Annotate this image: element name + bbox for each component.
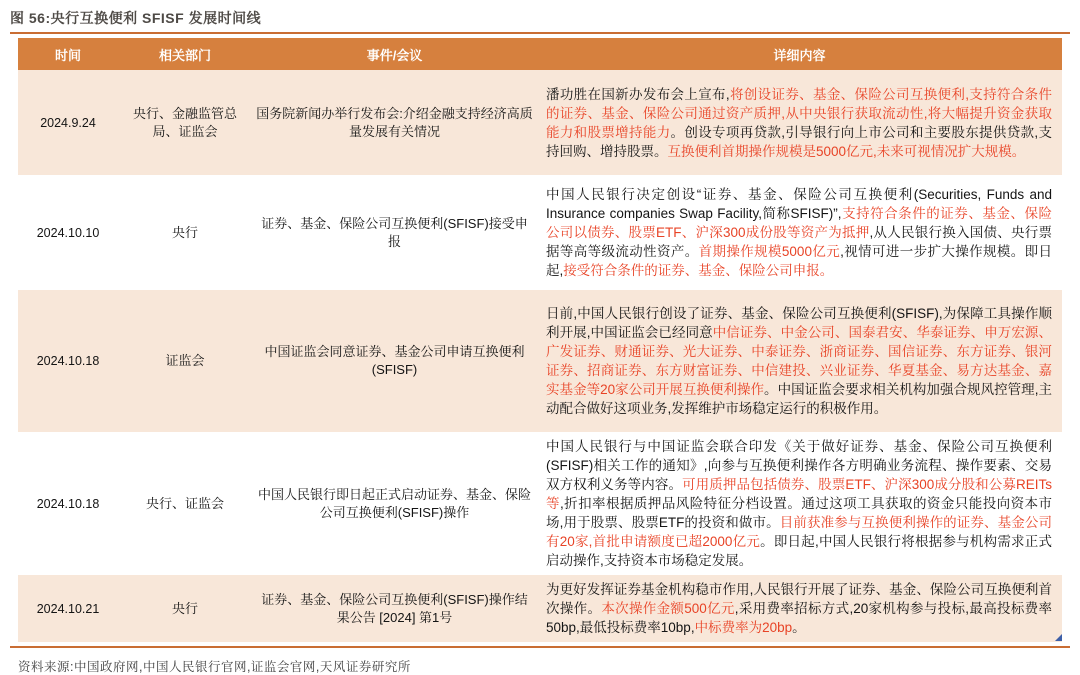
cell-detail [537, 175, 1062, 290]
cell-department: 央行 [171, 600, 198, 616]
cell-date: 2024.10.21 [36, 601, 100, 616]
cell-date: 2024.10.10 [36, 225, 100, 240]
detail-text-highlight: 中信证券、中金公司、国泰君安、华泰证券、申万宏源、广发证券、财通证券、光大证券、中泰证券、浙商证券、国信证券、东方证券、银河证券、招商证券、东方财富证券、中信建投、兴业证券、华夏基金、易方达基金、嘉实基金等20家公司开展互换便利操作 [546, 325, 1052, 397]
detail-text: 。 [792, 620, 806, 635]
cell-date: 2024.9.24 [40, 115, 96, 130]
detail-text-highlight: 本次操作金额500亿元 [601, 601, 735, 616]
detail-text: 。中国证监会要求相关机构加强合规风控管理,主动配合做好这项业务,发挥维护市场稳定运行的积极作用。 [546, 382, 1052, 416]
cell-event: 证券、基金、保险公司互换便利(SFISF)操作结果公告 [2024] 第1号 [261, 591, 528, 625]
timeline-table-body [18, 70, 1062, 642]
detail-text: 潘功胜在国新办发布会上宣布, [546, 86, 730, 102]
detail-text-highlight: 可用质押品包括债券、股票ETF、沪深300成分股和公募REITs等 [546, 477, 1053, 511]
table-header-row [18, 38, 1062, 70]
cell-date: 2024.10.18 [36, 354, 100, 368]
detail-text: 日前,中国人民银行创设了证券、基金、保险公司互换便利(SFISF),为保障工具操作顺利开展,中国证监会已经同意 [546, 306, 1052, 340]
detail-text-highlight: 接受符合条件的证券、基金、保险公司申报。 [563, 263, 834, 278]
table-row [18, 175, 1062, 290]
table-row [18, 290, 1062, 432]
detail-text: ,视情可进一步扩大操作规模。即日起, [546, 244, 1052, 278]
header-time: 时间 [18, 38, 118, 70]
figure-title: 图 56:央行互换便利 SFISF 发展时间线 [10, 10, 262, 26]
cell-detail [537, 70, 1062, 175]
header-department: 相关部门 [118, 38, 252, 70]
detail-text: 。创设专项再贷款,引导银行向上市公司和主要股东提供贷款,支持回购、增持股票。 [546, 124, 1052, 159]
cell-detail [537, 575, 1062, 642]
timeline-table-wrap [0, 38, 1080, 642]
table-row [18, 432, 1062, 575]
detail-text: 中国人民银行决定创设“证券、基金、保险公司互换便利(Securities, Funds and Insurance companies Swap Facility,简称SFISF)”, [546, 187, 1052, 221]
detail-text-highlight: 首期操作规模5000亿元 [698, 244, 841, 259]
detail-text: ,折扣率根据质押品风险特征分档设置。通过这项工具获取的资金只能投向资本市场,用于股票、股票ETF的投资和做市。 [546, 496, 1053, 530]
detail-text: 中国人民银行与中国证监会联合印发《关于做好证券、基金、保险公司互换便利(SFISF)相关工作的通知》,向参与互换便利操作各方明确业务流程、操作要素、交易双方权利义务等内容。 [546, 439, 1052, 492]
header-event: 事件/会议 [252, 38, 537, 70]
detail-text: ,采用费率招标方式,20家机构参与投标,最高投标费率50bp,最低投标费率10bp, [546, 601, 1053, 635]
detail-text-highlight: 将创设证券、基金、保险公司互换便利,支持符合条件的证券、基金、保险公司通过资产质押,从中央银行获取流动性,将大幅提升资金获取能力和股票增持能力 [546, 86, 1052, 140]
detail-text: ,从人民银行换入国债、央行票据等高等级流动性资产。 [546, 225, 1052, 259]
detail-text-highlight: 中标费率为20bp [694, 620, 793, 635]
timeline-table [18, 38, 1062, 642]
detail-text-highlight: 互换便利首期操作规模是5000亿元,未来可视情况扩大规模。 [667, 143, 1026, 159]
cell-department: 央行 [171, 224, 198, 240]
detail-text: 。即日起,中国人民银行将根据参与机构需求正式启动操作,支持资本市场稳定发展。 [546, 534, 1052, 568]
source-note: 资料来源:中国政府网,中国人民银行官网,证监会官网,天风证券研究所 [18, 660, 411, 674]
cell-department: 证监会 [165, 353, 205, 368]
cell-department: 央行、证监会 [145, 495, 224, 511]
detail-text-highlight: 目前获准参与互换便利操作的证券、基金公司有20家,首批申请额度已超2000亿元 [546, 515, 1053, 549]
header-detail: 详细内容 [537, 38, 1062, 70]
title-divider [10, 32, 1070, 34]
cell-date: 2024.10.18 [36, 496, 100, 511]
cell-event: 证券、基金、保险公司互换便利(SFISF)接受申报 [261, 215, 528, 249]
selection-corner-triangle [1055, 634, 1062, 641]
detail-text: 为更好发挥证券基金机构稳市作用,人民银行开展了证券、基金、保险公司互换便利首次操作。 [546, 582, 1052, 616]
cell-event: 国务院新闻办举行发布会:介绍金融支持经济高质量发展有关情况 [256, 105, 533, 139]
detail-text-highlight: 支持符合条件的证券、基金、保险公司以债券、股票ETF、沪深300成份股等资产为抵押 [546, 206, 1052, 240]
cell-event: 中国证监会同意证券、基金公司申请互换便利(SFISF) [264, 344, 525, 377]
cell-event: 中国人民银行即日起正式启动证券、基金、保险公司互换便利(SFISF)操作 [257, 486, 531, 520]
table-row [18, 70, 1062, 175]
cell-department: 央行、金融监管总局、证监会 [132, 105, 237, 139]
cell-detail [537, 290, 1062, 432]
table-row [18, 575, 1062, 642]
cell-detail [537, 432, 1062, 575]
